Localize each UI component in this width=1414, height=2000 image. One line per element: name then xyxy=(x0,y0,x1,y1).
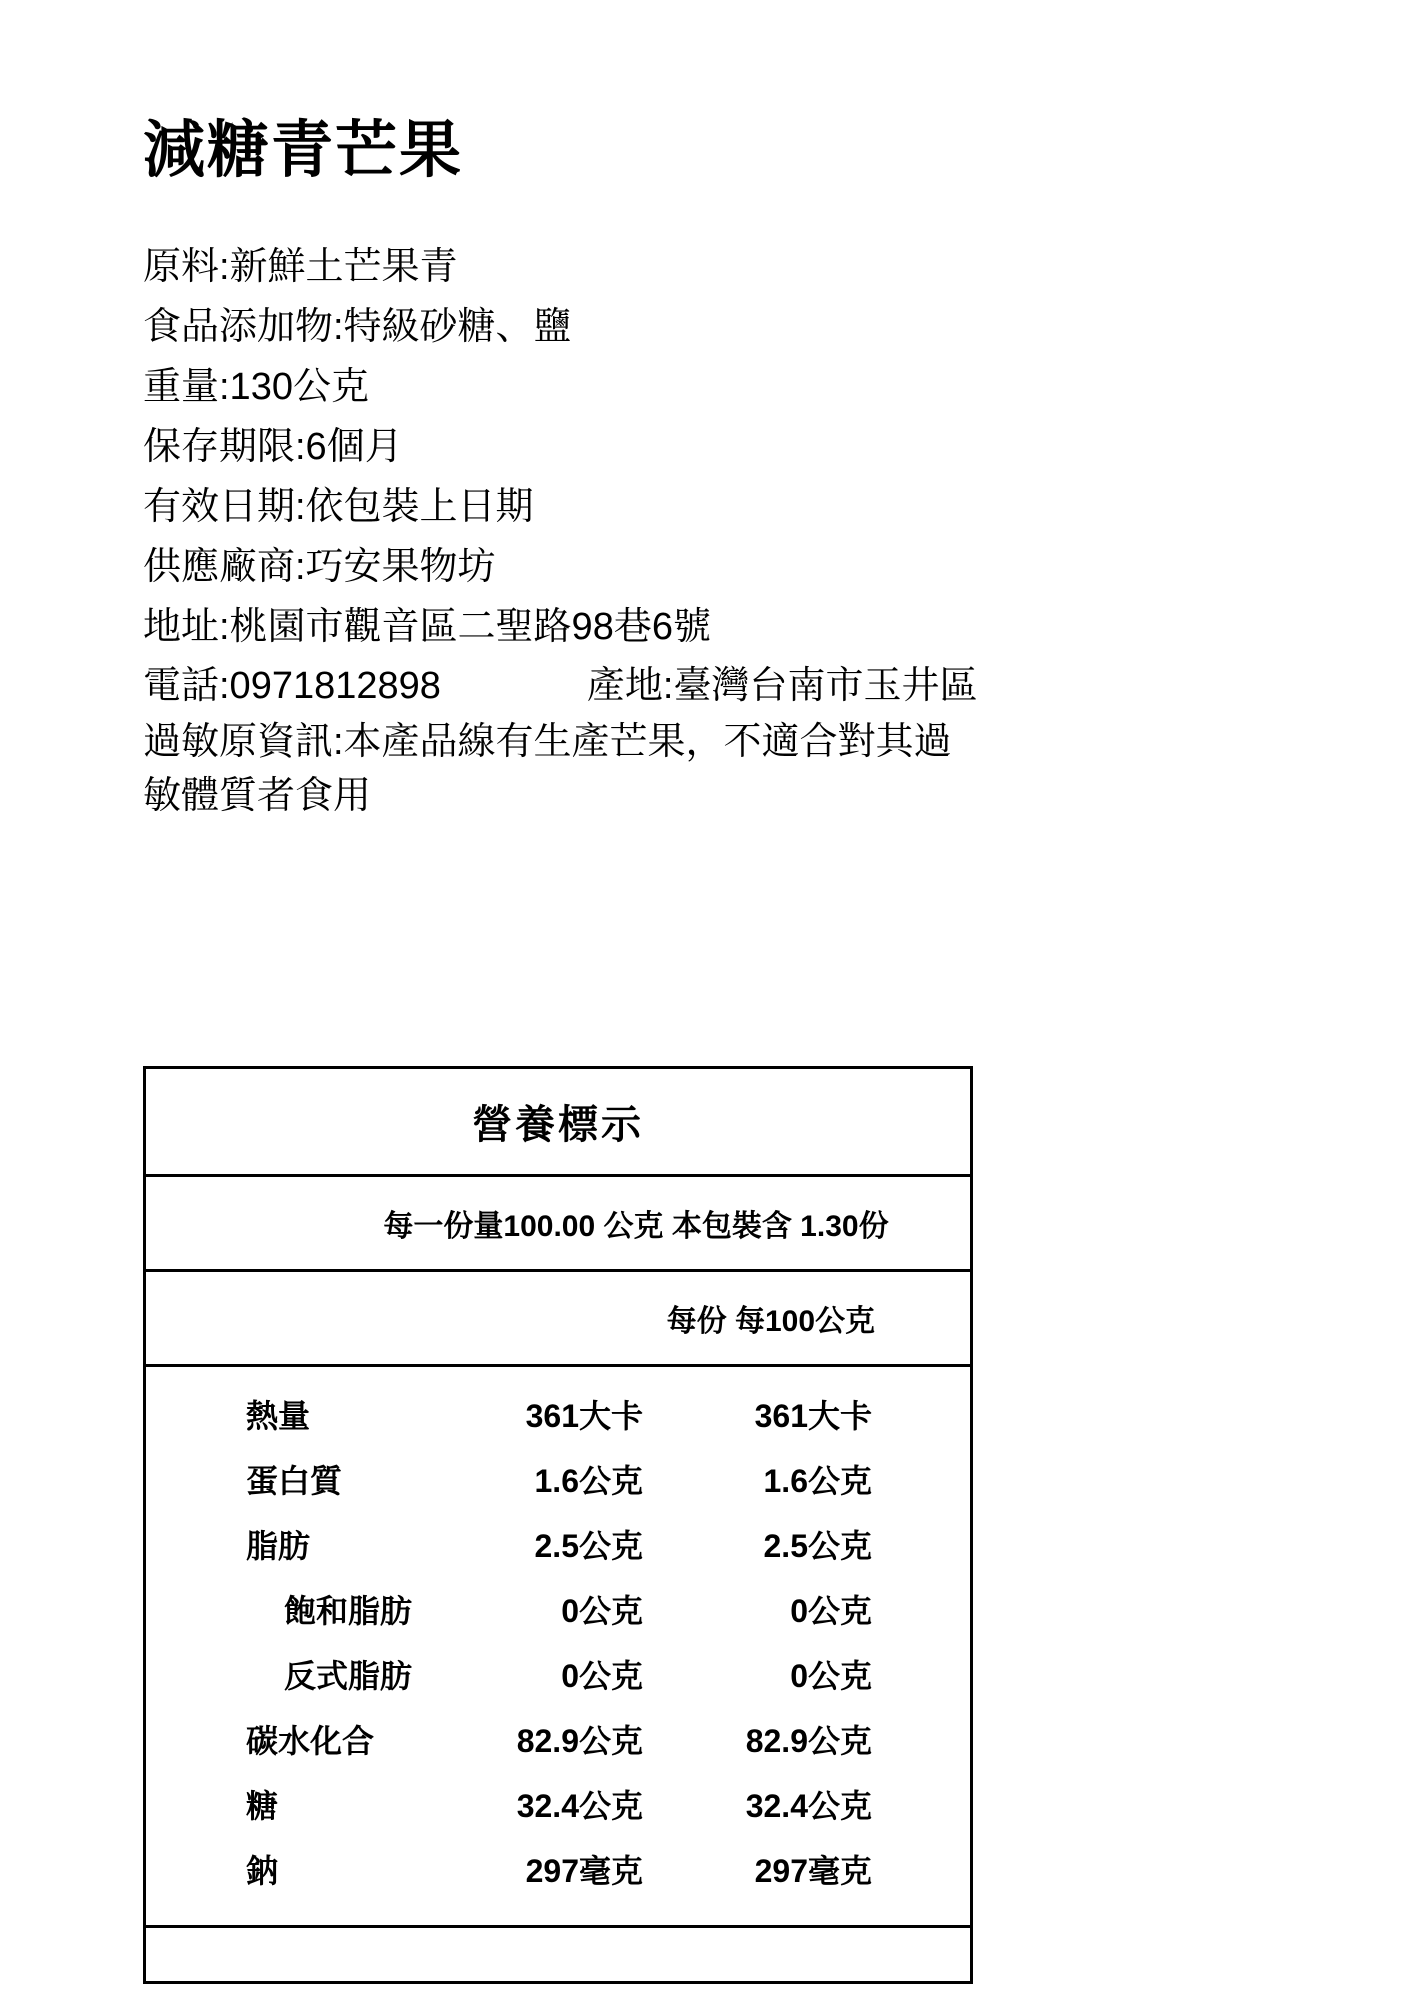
nutrition-row xyxy=(246,1836,872,1901)
phone-origin-row xyxy=(143,657,1414,715)
nutrition-row xyxy=(246,1511,872,1576)
origin-text: 產地:臺灣台南市玉井區 xyxy=(586,665,978,707)
weight-line: 重量:130公克 xyxy=(143,366,369,408)
nutrient-per-serving: 361大卡 xyxy=(525,1397,643,1434)
nutrient-label: 鈉 xyxy=(246,1852,279,1889)
nutrient-per-serving: 0公克 xyxy=(561,1592,643,1629)
allergen-info: 過敏原資訊:本產品線有生產芒果，不適合對其過敏體質者食用 xyxy=(143,721,952,817)
nutrition-row xyxy=(246,1381,872,1446)
nutrient-per-serving: 297毫克 xyxy=(525,1852,643,1889)
nutrition-table xyxy=(143,1066,973,1984)
phone-text: 電話:0971812898 xyxy=(143,665,441,707)
nutrient-per-100g: 0公克 xyxy=(790,1592,872,1629)
nutrient-per-serving: 82.9公克 xyxy=(516,1722,643,1759)
nutrient-label: 蛋白質 xyxy=(246,1462,343,1499)
nutrient-per-100g: 32.4公克 xyxy=(745,1787,872,1824)
nutrient-label: 反式脂肪 xyxy=(284,1657,413,1694)
nutrient-per-100g: 1.6公克 xyxy=(763,1462,872,1499)
additives-line: 食品添加物:特級砂糖、鹽 xyxy=(143,306,572,348)
nutrition-row xyxy=(246,1446,872,1511)
nutrition-table-title: 營養標示 xyxy=(146,1069,970,1177)
nutrient-label: 碳水化合 xyxy=(246,1722,375,1759)
nutrient-per-serving: 1.6公克 xyxy=(534,1462,643,1499)
nutrition-row xyxy=(246,1641,872,1706)
nutrient-per-serving: 2.5公克 xyxy=(534,1527,643,1564)
nutrient-per-100g: 0公克 xyxy=(790,1657,872,1694)
nutrient-label: 熱量 xyxy=(246,1397,311,1434)
nutrient-label: 糖 xyxy=(246,1787,279,1824)
nutrient-per-100g: 361大卡 xyxy=(754,1397,872,1434)
nutrient-label: 飽和脂肪 xyxy=(284,1592,413,1629)
nutrition-rows xyxy=(146,1367,970,1928)
supplier-line: 供應廠商:巧安果物坊 xyxy=(143,546,496,588)
nutrient-per-serving: 0公克 xyxy=(561,1657,643,1694)
ingredients-line: 原料:新鮮土芒果青 xyxy=(143,246,458,288)
nutrition-row xyxy=(246,1771,872,1836)
address-line: 地址:桃園市觀音區二聖路98巷6號 xyxy=(143,606,711,648)
nutrition-row xyxy=(246,1706,872,1771)
nutrient-label: 脂肪 xyxy=(246,1527,311,1564)
page-title: 減糖青芒果 xyxy=(143,116,464,185)
shelf-life-line: 保存期限:6個月 xyxy=(143,426,403,468)
nutrient-per-100g: 82.9公克 xyxy=(745,1722,872,1759)
nutrition-row xyxy=(246,1576,872,1641)
nutrition-table-footer xyxy=(146,1928,970,1981)
nutrient-per-100g: 297毫克 xyxy=(754,1852,872,1889)
nutrient-per-100g: 2.5公克 xyxy=(763,1527,872,1564)
nutrient-per-serving: 32.4公克 xyxy=(516,1787,643,1824)
column-header: 每份 每100公克 xyxy=(146,1272,970,1367)
expiry-line: 有效日期:依包裝上日期 xyxy=(143,486,534,528)
serving-size-line: 每一份量100.00 公克 本包裝含 1.30份 xyxy=(146,1177,970,1272)
